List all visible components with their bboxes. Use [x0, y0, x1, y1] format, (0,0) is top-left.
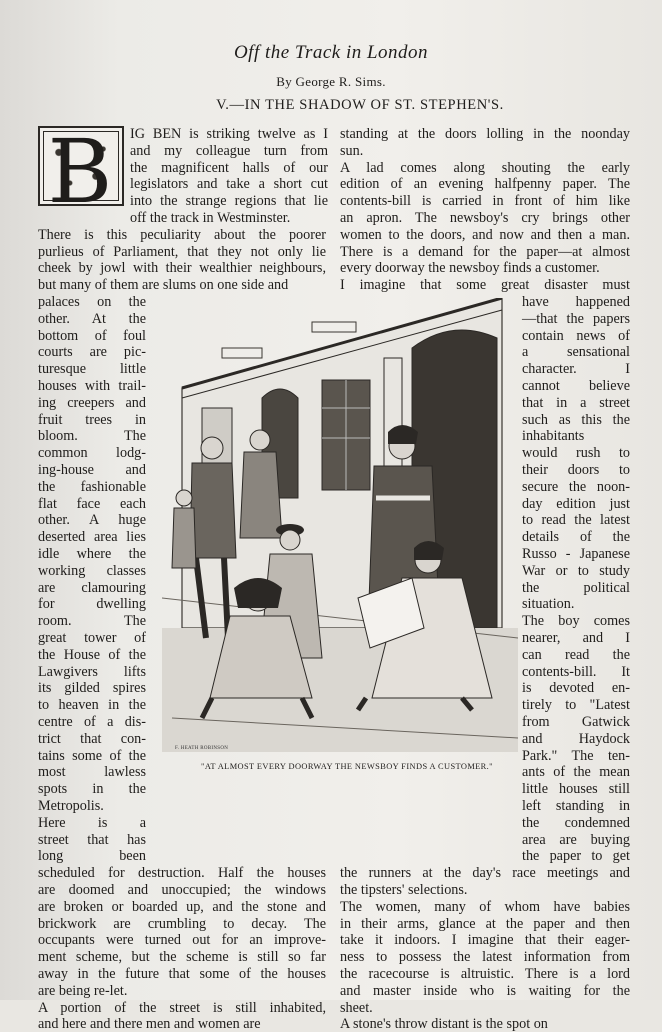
left-column-text-line: turesque little [38, 361, 146, 378]
right-column-text-line: a sensational [522, 344, 630, 361]
left-column-text-line: the magnificent halls of our [130, 159, 328, 176]
left-column-text-line: occupants were turned out for an improve- [38, 932, 326, 949]
chapter-heading: V.—IN THE SHADOW OF ST. STEPHEN'S. [216, 97, 504, 113]
drop-cap-letter: B [47, 120, 113, 223]
right-column-text-line: details of the [522, 529, 630, 546]
right-column-text-line: the condemned [522, 814, 630, 831]
left-column-text-line: courts are pic- [38, 344, 146, 361]
left-column-text-line: Lawgivers lifts [38, 663, 146, 680]
right-column-text-line: contents-bill is carried in front of him like [340, 193, 630, 210]
right-column-text-line: The boy comes [522, 613, 630, 630]
right-column-text-line: the political [522, 579, 630, 596]
right-column-text-line: can read the [522, 646, 630, 663]
left-column-text-line: into the strange regions that lie [130, 193, 328, 210]
left-column-text-line: great tower of [38, 630, 146, 646]
right-column-text-line: the tipsters' selections. [340, 882, 468, 898]
left-column-text-line: idle where the [38, 546, 146, 562]
right-column-text-line: from Gatwick [522, 714, 630, 730]
left-column-text-line: deserted area lies [38, 529, 146, 546]
left-column-text-line: to heaven in the [38, 697, 146, 714]
right-column-text-line: Russo - Japanese [522, 546, 630, 562]
right-column-text-line: A stone's throw distant is the spot on [340, 1016, 548, 1032]
right-column-text-line: day edition just [522, 495, 630, 512]
left-column-text-line: street that has [38, 831, 146, 848]
right-column-text-line: in their arms, glance at the paper and then [340, 915, 630, 932]
right-column-text-line: an apron. The newsboy's cry brings other [340, 210, 630, 226]
right-column-text-line: women to the doors, and now and then a man. [340, 226, 630, 243]
right-column-text-line: to read the latest [522, 512, 630, 529]
right-column-text-line: tirely to "Latest [522, 697, 630, 714]
left-column-text-line: the fashionable [38, 478, 146, 495]
left-column-text-line: most lawless [38, 764, 146, 781]
right-column-text-line: contain news of [522, 327, 630, 344]
right-column-text-line: and Haydock [522, 730, 630, 747]
left-column-text-line: purlieus of Parliament, that they not only lie [38, 243, 326, 260]
right-column-text-line: is devoted en- [522, 680, 630, 697]
right-column-text-line: There is a demand for the paper—at almost [340, 243, 630, 260]
right-column-text-line: A lad comes along shouting the early [340, 159, 630, 176]
right-column-text-line: sun. [340, 142, 364, 159]
left-column-text-line: other. A huge [38, 512, 146, 529]
right-column-text-line: have happened [522, 294, 630, 310]
right-column-text-line: Park." The ten- [522, 747, 630, 764]
left-column-text-line: and my colleague turn from [130, 142, 328, 159]
left-column-text-line: There is this peculiarity about the poorer [38, 226, 326, 243]
left-column-text-line: are being re-let. [38, 982, 128, 999]
right-column-text-line: contents-bill. It [522, 663, 630, 680]
left-column-text-line: trict that con- [38, 730, 146, 747]
illustrator-signature: F. HEATH ROBINSON [175, 746, 229, 751]
left-column-text-line: the House of the [38, 646, 146, 663]
left-column-text-line: room. The [38, 613, 146, 630]
right-column-text-line: left standing in [522, 798, 630, 814]
right-column-text-line: secure the noon- [522, 478, 630, 495]
left-column-text-line: tains some of the [38, 747, 146, 764]
left-column-text-line: scheduled for destruction. Half the houses [38, 865, 326, 882]
right-column-text-line: little houses still [522, 781, 630, 798]
left-column-text-line: long been [38, 848, 146, 865]
left-column-text-line: houses with trail- [38, 378, 146, 394]
left-column-text-line: Here is a [38, 814, 146, 831]
right-column-text-line: cannot believe [522, 378, 630, 394]
right-column-text-line: nearer, and I [522, 630, 630, 646]
left-column-text-line: are broken or boarded up, and the stone and [38, 898, 326, 915]
right-column-text-line: would rush to [522, 445, 630, 462]
left-column-text-line: spots in the [38, 781, 146, 798]
left-column-text-line: Metropolis. [38, 798, 104, 814]
left-column-text-line: fruit trees in [38, 411, 146, 428]
left-column-text-line: common lodg- [38, 445, 146, 462]
illustration-caption: "AT ALMOST EVERY DOORWAY THE NEWSBOY FINDS A CUSTOMER." [201, 762, 493, 771]
right-column-text-line: ness to possess the latest information from [340, 949, 630, 966]
left-column-text-line: brickwork are crumbling to decay. The [38, 915, 326, 932]
left-column-text-line: ing-house and [38, 462, 146, 478]
right-column-text-line: every doorway the newsboy finds a customer. [340, 260, 600, 277]
left-column-text-line: bloom. The [38, 428, 146, 445]
right-column-text-line: such as this the [522, 411, 630, 428]
left-column-text-line: A portion of the street is still inhabited, [38, 999, 326, 1016]
street-scene-illustration [162, 298, 518, 752]
right-column-text-line: situation. [522, 596, 575, 613]
left-column-text-line: ment scheme, but the scheme is still so far [38, 949, 326, 966]
right-column-text-line: War or to study [522, 562, 630, 579]
right-column-text-line: I imagine that some great disaster must [340, 277, 630, 294]
right-column-text-line: —that the papers [522, 310, 630, 327]
right-column-text-line: area are buying [522, 831, 630, 848]
left-column-text-line: but many of them are slums on one side and [38, 277, 289, 294]
right-column-text-line: take it indoors. I imagine that their eager- [340, 932, 630, 949]
right-column-text-line: ants of the mean [522, 764, 630, 781]
right-column-text-line: The women, many of whom have babies [340, 898, 630, 915]
right-column-text-line: the racecourse is altruistic. There is a lord [340, 966, 630, 982]
right-column-text-line: sheet. [340, 999, 373, 1016]
left-column-text-line: IG BEN is striking twelve as I [130, 126, 328, 142]
right-column-text-line: standing at the doors lolling in the noonday [340, 126, 630, 142]
decorative-drop-cap [38, 120, 124, 223]
right-column-text-line: the runners at the day's race meetings and [340, 865, 630, 882]
right-column-text-line: character. I [522, 361, 630, 378]
left-column-text-line: are doomed and unoccupied; the windows [38, 882, 326, 898]
right-column-text-line: inhabitants [522, 428, 585, 445]
right-column-text-line: the paper to get [522, 848, 630, 865]
left-column-text-line: off the track in Westminster. [130, 210, 291, 226]
left-column-text-line: cheek by jowl with their wealthier neighbours, [38, 260, 326, 277]
right-column-text-line: and master inside who is waiting for the [340, 982, 630, 999]
left-column-text-line: are clamouring [38, 579, 146, 596]
right-column-text-line: their doors to [522, 462, 630, 478]
left-column-text-line: other. At the [38, 310, 146, 327]
left-column-text-line: bottom of foul [38, 327, 146, 344]
left-column-text-line: and here and there men and women are [38, 1016, 261, 1032]
right-column-text-line: edition of an evening halfpenny paper. The [340, 176, 630, 193]
left-column-text-line: away in the future that some of the houses [38, 966, 326, 982]
left-column-text-line: flat face each [38, 495, 146, 512]
article-title: Off the Track in London [233, 42, 429, 63]
left-column-text-line: its gilded spires [38, 680, 146, 697]
left-column-text-line: ing creepers and [38, 394, 146, 411]
article-byline: By George R. Sims. [276, 74, 386, 89]
left-column-text-line: centre of a dis- [38, 714, 146, 730]
left-column-text-line: for dwelling [38, 596, 146, 613]
left-column-text-line: legislators and take a short cut [130, 176, 328, 193]
right-column-text-line: that in a street [522, 394, 630, 411]
left-column-text-line: palaces on the [38, 294, 146, 310]
left-column-text-line: working classes [38, 562, 146, 579]
